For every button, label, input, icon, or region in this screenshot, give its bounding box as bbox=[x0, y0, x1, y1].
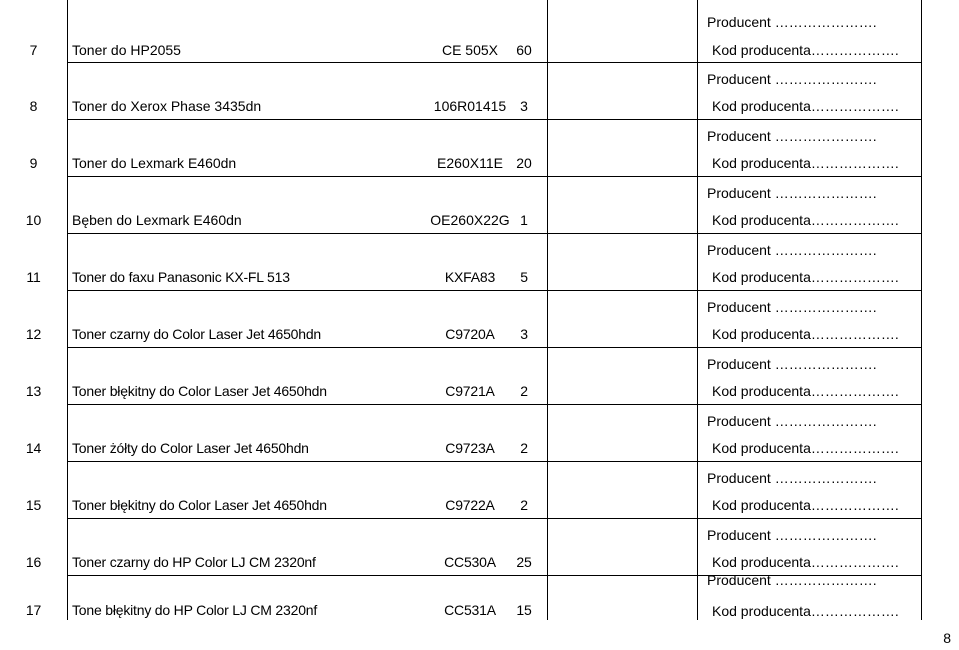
row-divider bbox=[67, 119, 922, 120]
producer-field: Producent …………………. bbox=[707, 470, 877, 486]
producer-field: Producent …………………. bbox=[707, 527, 877, 543]
product-name: Toner czarny do HP Color LJ CM 2320nf bbox=[72, 554, 316, 570]
quantity: 2 bbox=[520, 383, 528, 399]
quantity: 3 bbox=[520, 326, 528, 342]
producer-code-field: Kod producenta………………. bbox=[712, 42, 899, 58]
row-divider bbox=[67, 518, 922, 519]
producer-field: Producent …………………. bbox=[707, 572, 877, 588]
producer-code-field: Kod producenta………………. bbox=[712, 603, 899, 619]
product-name: Toner do Lexmark E460dn bbox=[72, 155, 237, 171]
producer-field: Producent …………………. bbox=[707, 242, 877, 258]
quantity: 2 bbox=[520, 497, 528, 513]
row-divider bbox=[67, 176, 922, 177]
producer-code-field: Kod producenta………………. bbox=[712, 212, 899, 228]
quantity: 1 bbox=[520, 212, 528, 228]
product-name: Toner do Xerox Phase 3435dn bbox=[72, 98, 262, 114]
row-number: 10 bbox=[25, 212, 42, 228]
row-divider bbox=[67, 347, 922, 348]
row-number: 7 bbox=[29, 42, 38, 58]
col-divider bbox=[67, 0, 68, 620]
product-name: Toner do faxu Panasonic KX-FL 513 bbox=[72, 269, 290, 285]
product-code: KXFA83 bbox=[444, 269, 496, 285]
product-code: 106R01415 bbox=[433, 98, 507, 114]
row-divider bbox=[67, 404, 922, 405]
producer-code-field: Kod producenta………………. bbox=[712, 497, 899, 513]
product-code: C9721A bbox=[445, 383, 495, 399]
producer-field: Producent …………………. bbox=[707, 14, 877, 30]
product-code: C9722A bbox=[445, 497, 495, 513]
product-name: Toner błękitny do Color Laser Jet 4650hdn bbox=[72, 497, 327, 513]
producer-field: Producent …………………. bbox=[707, 128, 877, 144]
quantity: 3 bbox=[520, 98, 528, 114]
row-number: 17 bbox=[25, 602, 42, 618]
row-number: 11 bbox=[26, 269, 41, 285]
row-divider bbox=[67, 461, 922, 462]
producer-code-field: Kod producenta………………. bbox=[712, 440, 899, 456]
row-number: 13 bbox=[25, 383, 42, 399]
quantity: 25 bbox=[516, 554, 532, 570]
producer-code-field: Kod producenta………………. bbox=[712, 269, 899, 285]
producer-code-field: Kod producenta………………. bbox=[712, 383, 899, 399]
product-code: C9720A bbox=[445, 326, 495, 342]
product-name: Toner czarny do Color Laser Jet 4650hdn bbox=[72, 326, 322, 342]
producer-field: Producent …………………. bbox=[707, 71, 877, 87]
quantity: 5 bbox=[520, 269, 528, 285]
product-name: Toner żółty do Color Laser Jet 4650hdn bbox=[72, 440, 309, 456]
page-number: 8 bbox=[943, 630, 951, 646]
product-code: CC530A bbox=[444, 554, 496, 570]
producer-code-field: Kod producenta………………. bbox=[712, 554, 899, 570]
quantity: 20 bbox=[516, 155, 532, 171]
producer-code-field: Kod producenta………………. bbox=[712, 98, 899, 114]
row-divider bbox=[67, 62, 922, 63]
col-divider bbox=[697, 0, 698, 620]
producer-field: Producent …………………. bbox=[707, 413, 877, 429]
producer-field: Producent …………………. bbox=[707, 299, 877, 315]
product-name: Toner do HP2055 bbox=[72, 42, 181, 58]
product-code: CE 505X bbox=[441, 42, 499, 58]
product-code: C9723A bbox=[445, 440, 495, 456]
product-name: Bęben do Lexmark E460dn bbox=[72, 212, 242, 228]
row-divider bbox=[67, 290, 922, 291]
quantity: 15 bbox=[516, 602, 532, 618]
product-name: Toner błękitny do Color Laser Jet 4650hdn bbox=[72, 383, 327, 399]
product-code: OE260X22G bbox=[430, 212, 510, 228]
row-number: 12 bbox=[25, 326, 42, 342]
producer-code-field: Kod producenta………………. bbox=[712, 326, 899, 342]
product-code: E260X11E bbox=[437, 155, 503, 171]
producer-code-field: Kod producenta………………. bbox=[712, 155, 899, 171]
row-number: 8 bbox=[29, 98, 38, 114]
producer-field: Producent …………………. bbox=[707, 356, 877, 372]
row-number: 14 bbox=[25, 440, 42, 456]
row-divider bbox=[67, 233, 922, 234]
row-number: 9 bbox=[29, 155, 38, 171]
product-name: Tone błękitny do HP Color LJ CM 2320nf bbox=[72, 602, 318, 618]
col-divider bbox=[921, 0, 922, 620]
producer-field: Producent …………………. bbox=[707, 185, 877, 201]
col-divider bbox=[547, 0, 548, 620]
row-number: 15 bbox=[25, 497, 42, 513]
quantity: 2 bbox=[520, 440, 528, 456]
quantity: 60 bbox=[516, 42, 532, 58]
product-code: CC531A bbox=[444, 602, 496, 618]
row-number: 16 bbox=[25, 554, 42, 570]
